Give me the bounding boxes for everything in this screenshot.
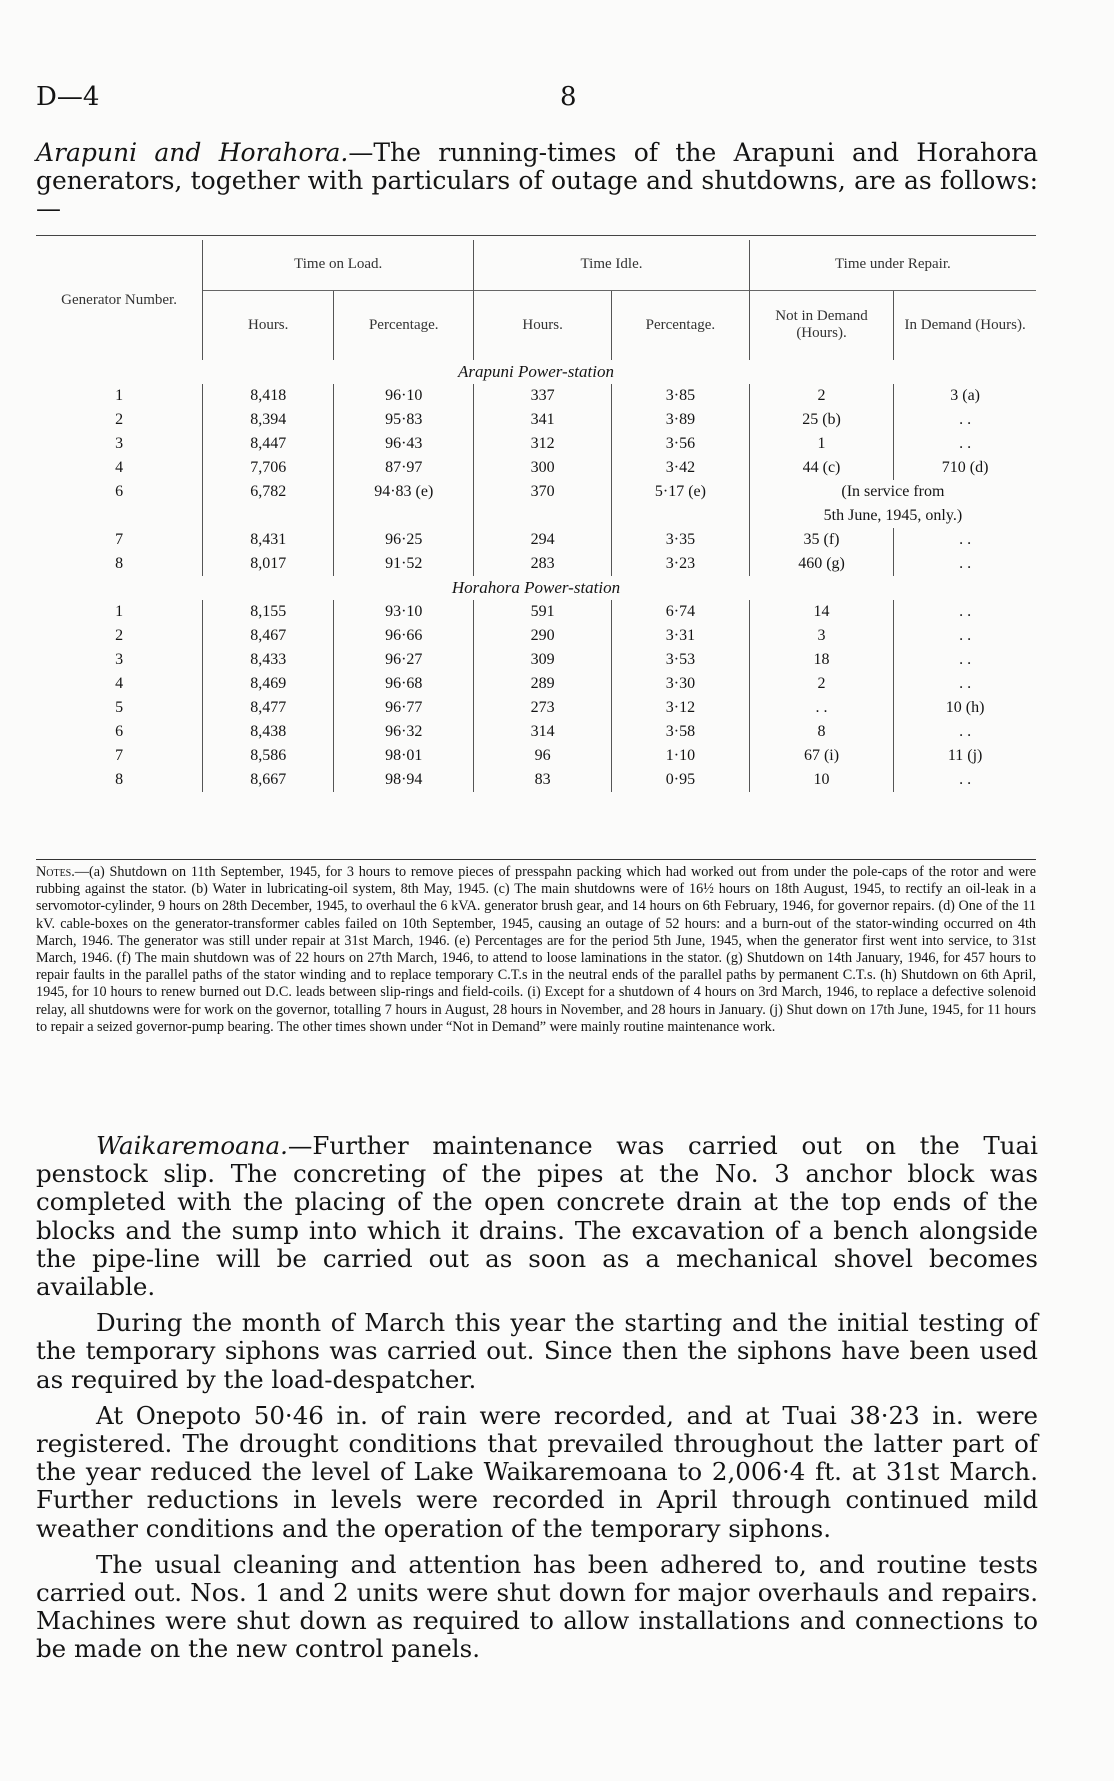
cell-load-hours: 8,433	[203, 648, 334, 672]
table-row	[36, 384, 1036, 408]
cell-idle-hours: 83	[474, 768, 612, 792]
cell-load-hours: 8,438	[203, 720, 334, 744]
cell-in-demand: . .	[894, 408, 1036, 432]
cell-load-hours: 8,155	[203, 600, 334, 624]
table-row	[36, 456, 1036, 480]
cell-in-demand: 10 (h)	[894, 696, 1036, 720]
cell-idle-percentage: 1·10	[612, 744, 750, 768]
col-idle-percentage: Percentage.	[612, 290, 750, 360]
table-row	[36, 528, 1036, 552]
cell-generator: 5	[115, 699, 124, 716]
cell-in-demand: . .	[894, 648, 1036, 672]
table-row-continuation	[36, 504, 1036, 528]
cell-idle-hours: 312	[474, 432, 612, 456]
cell-in-demand: . .	[894, 600, 1036, 624]
cell-load-hours: 7,706	[203, 456, 334, 480]
cell-load-hours: 8,431	[203, 528, 334, 552]
col-not-in-demand: Not in Demand (Hours).	[749, 290, 893, 360]
cell-idle-percentage: 5·17 (e)	[612, 480, 750, 504]
cell-load-percentage: 96·10	[334, 384, 474, 408]
page-number: 8	[560, 82, 577, 112]
cell-generator: 8	[115, 771, 124, 788]
cell-in-demand: . .	[894, 720, 1036, 744]
cell-not-in-demand: 14	[749, 600, 893, 624]
cell-idle-percentage: 6·74	[612, 600, 750, 624]
horahora-section	[36, 576, 1036, 792]
cell-generator: 6	[115, 483, 124, 500]
cell-generator: 1	[115, 603, 124, 620]
cell-load-percentage: 98·94	[334, 768, 474, 792]
cell-load-percentage: 96·32	[334, 720, 474, 744]
cell-idle-percentage: 3·89	[612, 408, 750, 432]
table-row	[36, 408, 1036, 432]
cell-generator: 7	[115, 747, 124, 764]
cell-idle-hours: 337	[474, 384, 612, 408]
table-row	[36, 648, 1036, 672]
cell-idle-percentage: 3·35	[612, 528, 750, 552]
group-time-under-repair: Time under Repair.	[749, 240, 1036, 290]
cell-idle-percentage: 3·85	[612, 384, 750, 408]
cell-idle-percentage: 3·31	[612, 624, 750, 648]
table-row	[36, 696, 1036, 720]
cell-load-percentage: 87·97	[334, 456, 474, 480]
cell-load-hours: 8,586	[203, 744, 334, 768]
col-load-hours: Hours.	[203, 290, 334, 360]
cell-load-percentage: 96·25	[334, 528, 474, 552]
cell-not-in-demand: 35 (f)	[749, 528, 893, 552]
page-header	[36, 82, 1036, 116]
cell-load-hours: 8,447	[203, 432, 334, 456]
group-time-on-load: Time on Load.	[203, 240, 474, 290]
cell-generator: 3	[115, 651, 124, 668]
cell-load-percentage: 96·43	[334, 432, 474, 456]
col-in-demand: In Demand (Hours).	[894, 290, 1036, 360]
cell-load-percentage: 96·68	[334, 672, 474, 696]
cell-load-percentage: 95·83	[334, 408, 474, 432]
cell-load-hours: 8,667	[203, 768, 334, 792]
cell-generator: 6	[115, 723, 124, 740]
cell-idle-hours: 96	[474, 744, 612, 768]
table-row	[36, 552, 1036, 576]
intro-heading: Arapuni and Horahora.	[36, 138, 349, 167]
cell-idle-percentage: 3·56	[612, 432, 750, 456]
cell-load-hours: 8,017	[203, 552, 334, 576]
paragraph-text: —Further maintenance was carried out on the Tuai penstock slip. The concreting of the pipes at the No. 3 anchor block was completed with the placing of the open concrete drain at the top ends of the blocks and the sump into which it drains. The excavation of a bench alongside the pipe-line will be carried out as soon as a mechanical shovel becomes available.	[36, 1131, 1038, 1302]
cell-load-percentage: 98·01	[334, 744, 474, 768]
table-row	[36, 672, 1036, 696]
cell-generator: 2	[115, 627, 124, 644]
cell-generator: 7	[115, 531, 124, 548]
cell-service-note-continued: 5th June, 1945, only.)	[749, 504, 1036, 528]
cell-idle-hours: 283	[474, 552, 612, 576]
cell-idle-hours: 309	[474, 648, 612, 672]
cell-load-hours: 8,467	[203, 624, 334, 648]
cell-load-percentage: 93·10	[334, 600, 474, 624]
cell-in-demand: . .	[894, 768, 1036, 792]
cell-idle-percentage: 3·12	[612, 696, 750, 720]
paragraph-waikaremoana	[36, 1132, 1038, 1301]
cell-idle-hours: 289	[474, 672, 612, 696]
cell-in-demand: 3 (a)	[894, 384, 1036, 408]
cell-load-percentage: 96·66	[334, 624, 474, 648]
cell-load-percentage: 94·83 (e)	[334, 480, 474, 504]
cell-not-in-demand: 10	[749, 768, 893, 792]
group-time-idle: Time Idle.	[474, 240, 750, 290]
cell-load-hours: 8,469	[203, 672, 334, 696]
cell-load-hours: 6,782	[203, 480, 334, 504]
paragraph-maintenance: The usual cleaning and attention has been adhered to, and routine tests carried out. Nos. 1 and 2 units were shut down for major overhauls and repairs. Machines were shut down as required to allow installations and connections to be made on the new control panels.	[36, 1549, 1038, 1664]
paragraph-rainfall: At Onepoto 50·46 in. of rain were recorded, and at Tuai 38·23 in. were registered. The drought conditions that prevailed throughout the latter part of the year reduced the level of Lake Waikaremoana to 2,006·4 ft. at 31st March. Further reductions in levels were recorded in April through continued mild weather conditions and the operation of the temporary siphons.	[36, 1400, 1038, 1543]
intro-paragraph	[36, 139, 1038, 223]
cell-not-in-demand: 460 (g)	[749, 552, 893, 576]
cell-not-in-demand: 25 (b)	[749, 408, 893, 432]
cell-not-in-demand: . .	[749, 696, 893, 720]
cell-idle-percentage: 3·42	[612, 456, 750, 480]
table-row	[36, 432, 1036, 456]
cell-idle-hours: 294	[474, 528, 612, 552]
cell-generator: 4	[115, 459, 124, 476]
cell-not-in-demand: 44 (c)	[749, 456, 893, 480]
notes-text: —(a) Shutdown on 11th September, 1945, for 3 hours to remove pieces of presspahn packing which had worked out from under the pole-caps of the rotor and were rubbing against the stator. (b) Water in lubricating-oil system, 8th May, 1945. (c) The main shutdowns were of 16½ hours on 18th August, 1945, to rectify an oil-leak in a servomotor-cylinder, 9 hours on 28th December, 1945, to overhaul the 6 kVA. generator brush gear, and 14 hours on 6th February, 1946, for governor repairs. (d) One of the 11 kV. cable-boxes on the generator-transformer cables failed on 10th September, 1945, causing an outage of 52 hours: and a burn-out of the stator-winding occurred on 4th March, 1946. The generator was still under repair at 31st March, 1946. (e) Percentages are for the period 5th June, 1945, when the generator first went into service, to 31st March, 1946. (f) The main shutdown was of 22 hours on 27th March, 1946, to attend to loose laminations in the stator. (g) Shutdown on 14th January, 1946, for 457 hours to repair faults in the parallel paths of the stator winding and to replace temporary C.T.s in the neutral ends of the parallel paths by permanent C.T.s. (h) Shutdown on 6th April, 1945, for 10 hours to renew burned out D.C. leads between slip-rings and field-coils. (i) Except for a shutdown of 4 hours on 3rd March, 1946, to replace a defective solenoid relay, all shutdowns were for work on the governor, totalling 7 hours in August, 28 hours in November, and 28 hours in January. (j) Shut down on 17th June, 1945, for 11 hours to repair a seized governor-pump bearing. The other times shown under “Not in Demand” were mainly routine maintenance work.	[36, 864, 1036, 1035]
intro-text: —The running-times of the Arapuni and Horahora generators, together with particulars of outage and shutdowns, are as follows:—	[36, 138, 1038, 223]
document-reference: D—4	[36, 82, 100, 112]
cell-in-demand: . .	[894, 432, 1036, 456]
col-idle-hours: Hours.	[474, 290, 612, 360]
cell-idle-hours: 341	[474, 408, 612, 432]
cell-load-percentage: 91·52	[334, 552, 474, 576]
cell-in-demand: . .	[894, 672, 1036, 696]
table-notes	[36, 859, 1036, 1036]
table-row	[36, 624, 1036, 648]
cell-idle-hours: 370	[474, 480, 612, 504]
cell-idle-percentage: 0·95	[612, 768, 750, 792]
cell-idle-percentage: 3·58	[612, 720, 750, 744]
cell-load-hours: 8,477	[203, 696, 334, 720]
horahora-title: Horahora Power-station	[451, 578, 621, 597]
cell-not-in-demand: 67 (i)	[749, 744, 893, 768]
table-row	[36, 744, 1036, 768]
cell-load-hours: 8,418	[203, 384, 334, 408]
cell-idle-hours: 300	[474, 456, 612, 480]
generator-running-times-table	[36, 240, 1036, 792]
generator-table-area	[36, 235, 1036, 792]
cell-idle-hours: 273	[474, 696, 612, 720]
table-row	[36, 720, 1036, 744]
cell-not-in-demand: 2	[749, 672, 893, 696]
cell-not-in-demand: 2	[749, 384, 893, 408]
cell-in-demand: . .	[894, 624, 1036, 648]
cell-load-hours: 8,394	[203, 408, 334, 432]
arapuni-section	[36, 360, 1036, 576]
cell-idle-hours: 314	[474, 720, 612, 744]
cell-generator: 1	[115, 387, 124, 404]
cell-idle-percentage: 3·53	[612, 648, 750, 672]
cell-in-demand: 710 (d)	[894, 456, 1036, 480]
cell-not-in-demand: 1	[749, 432, 893, 456]
col-generator-number: Generator Number.	[61, 291, 177, 308]
cell-idle-percentage: 3·23	[612, 552, 750, 576]
table-row	[36, 600, 1036, 624]
body-text	[36, 1132, 1038, 1672]
cell-not-in-demand: 3	[749, 624, 893, 648]
cell-generator: 3	[115, 435, 124, 452]
table-top-rule	[36, 235, 1036, 236]
cell-not-in-demand: 8	[749, 720, 893, 744]
table-row	[36, 480, 1036, 504]
cell-idle-hours: 290	[474, 624, 612, 648]
cell-not-in-demand: 18	[749, 648, 893, 672]
cell-idle-hours: 591	[474, 600, 612, 624]
cell-service-note: (In service from	[749, 480, 1036, 504]
arapuni-title: Arapuni Power-station	[458, 362, 614, 381]
cell-load-percentage: 96·27	[334, 648, 474, 672]
table-row	[36, 768, 1036, 792]
cell-in-demand: . .	[894, 552, 1036, 576]
paragraph-siphons: During the month of March this year the starting and the initial testing of the temporary siphons was carried out. Since then the siphons have been used as required by the load-despatcher.	[36, 1308, 1038, 1394]
cell-in-demand: 11 (j)	[894, 744, 1036, 768]
cell-idle-percentage: 3·30	[612, 672, 750, 696]
col-load-percentage: Percentage.	[334, 290, 474, 360]
cell-load-percentage: 96·77	[334, 696, 474, 720]
cell-generator: 4	[115, 675, 124, 692]
cell-generator: 8	[115, 555, 124, 572]
cell-generator: 2	[115, 411, 124, 428]
notes-label: Notes.	[36, 864, 75, 880]
waikaremoana-heading: Waikaremoana.	[96, 1131, 288, 1160]
cell-in-demand: . .	[894, 528, 1036, 552]
